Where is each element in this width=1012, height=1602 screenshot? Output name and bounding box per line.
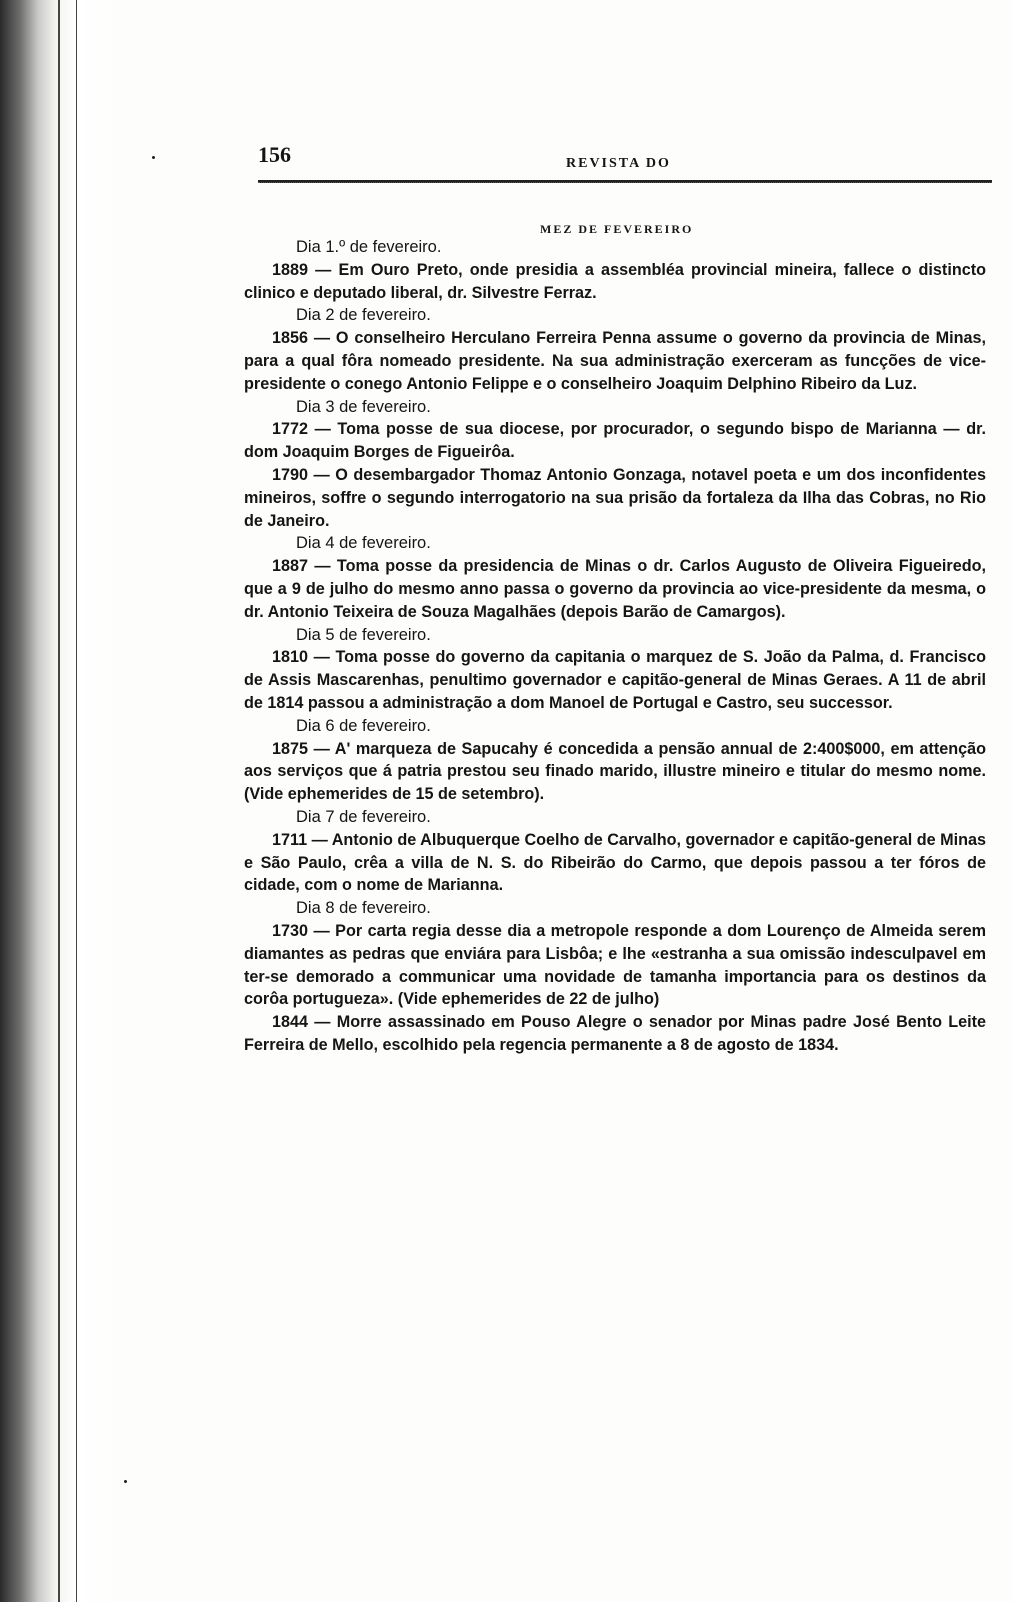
ephemeris-entry: 1875 — A' marqueza de Sapucahy é concedida a pensão annual de 2:400$000, em attenção aos serviços que á patria prestou seu finado marido, illustre mineiro e titular do mesmo nome. (Vide ephemerides de 15 de setembro). [244,739,986,804]
binding-edge-line [76,0,77,1602]
page-number: 156 [258,142,291,167]
header-rule [258,180,992,183]
running-title: REVISTA DO [566,156,671,171]
ephemeris-entry: 1810 — Toma posse do governo da capitania o marquez de S. João da Palma, d. Francisco de Assis Mascarenhas, penultimo governador e capitão-general de Minas Geraes. A 11 de abril de 1814 passou a administração a dom Manoel de Portugal e Castro, seu successor. [244,648,986,712]
speck-mark [152,156,155,159]
day-heading: Dia 8 de fevereiro. [296,899,431,918]
ephemeris-entry: 1844 — Morre assassinado em Pouso Alegre o senador por Minas padre José Bento Leite Ferreira de Mello, escolhido pela regencia permanente a 8 de agosto de 1834. [244,1013,986,1054]
day-heading: Dia 5 de fevereiro. [296,625,431,644]
day-heading: Dia 4 de fevereiro. [296,534,431,553]
ephemeris-entry: 1887 — Toma posse da presidencia de Minas o dr. Carlos Augusto de Oliveira Figueiredo, que a 9 de julho do mesmo anno passa o governo da provincia ao vice-presidente da mesma, o dr. Antonio Teixeira de Souza Magalhães (depois Barão de Camargos). [244,557,986,621]
day-heading: Dia 7 de fevereiro. [296,807,431,826]
day-heading: Dia 3 de fevereiro. [296,397,431,416]
book-binding-shadow [0,0,120,1602]
section-title: MEZ DE FEVEREIRO [540,222,694,236]
ephemeris-entry: 1772 — Toma posse de sua diocese, por procurador, o segundo bispo de Marianna — dr. dom Joaquim Borges de Figueirôa. [244,420,986,462]
ephemeris-entry: 1889 — Em Ouro Preto, onde presidia a assembléa provincial mineira, fallece o distincto clinico e deputado liberal, dr. Silvestre Ferraz. [244,260,986,302]
ephemeris-entry: 1711 — Antonio de Albuquerque Coelho de Carvalho, governador e capitão-general de Minas e São Paulo, crêa a villa de N. S. do Ribeirão do Carmo, que depois passou a ter fóros de cidade, com o nome de Marianna. [244,830,986,895]
day-heading: Dia 2 de fevereiro. [296,306,431,325]
ephemeris-entry: 1790 — O desembargador Thomaz Antonio Gonzaga, notavel poeta e um dos inconfidentes mineiros, soffre o segundo interrogatorio na sua prisão da fortaleza da Ilha das Cobras, no Rio de Janeiro. [244,465,986,530]
ephemeris-entry: 1856 — O conselheiro Herculano Ferreira Penna assume o governo da provincia de Minas, para a qual fôra nomeado presidente. Na sua administração exerceram as funcções de vice-presidente o conego Antonio Felippe e o conselheiro Joaquim Delphino Ribeiro da Luz. [244,329,986,393]
page-header [258,142,992,182]
ephemeris-entry: 1730 — Por carta regia desse dia a metropole responde a dom Lourenço de Almeida serem diamantes as pedras que enviára para Lisbôa; e lhe «estranha a sua omissão indesculpavel em ter-se demorado a communicar uma novidade de tamanha importancia para os destinos da corôa portugueza». (Vide ephemerides de 22 de julho) [244,921,986,1009]
binding-edge-line [58,0,60,1602]
speck-mark [124,1480,127,1483]
ephemerides-body [244,236,986,1057]
day-heading: Dia 1.º de fevereiro. [296,238,442,256]
day-heading: Dia 6 de fevereiro. [296,716,431,735]
